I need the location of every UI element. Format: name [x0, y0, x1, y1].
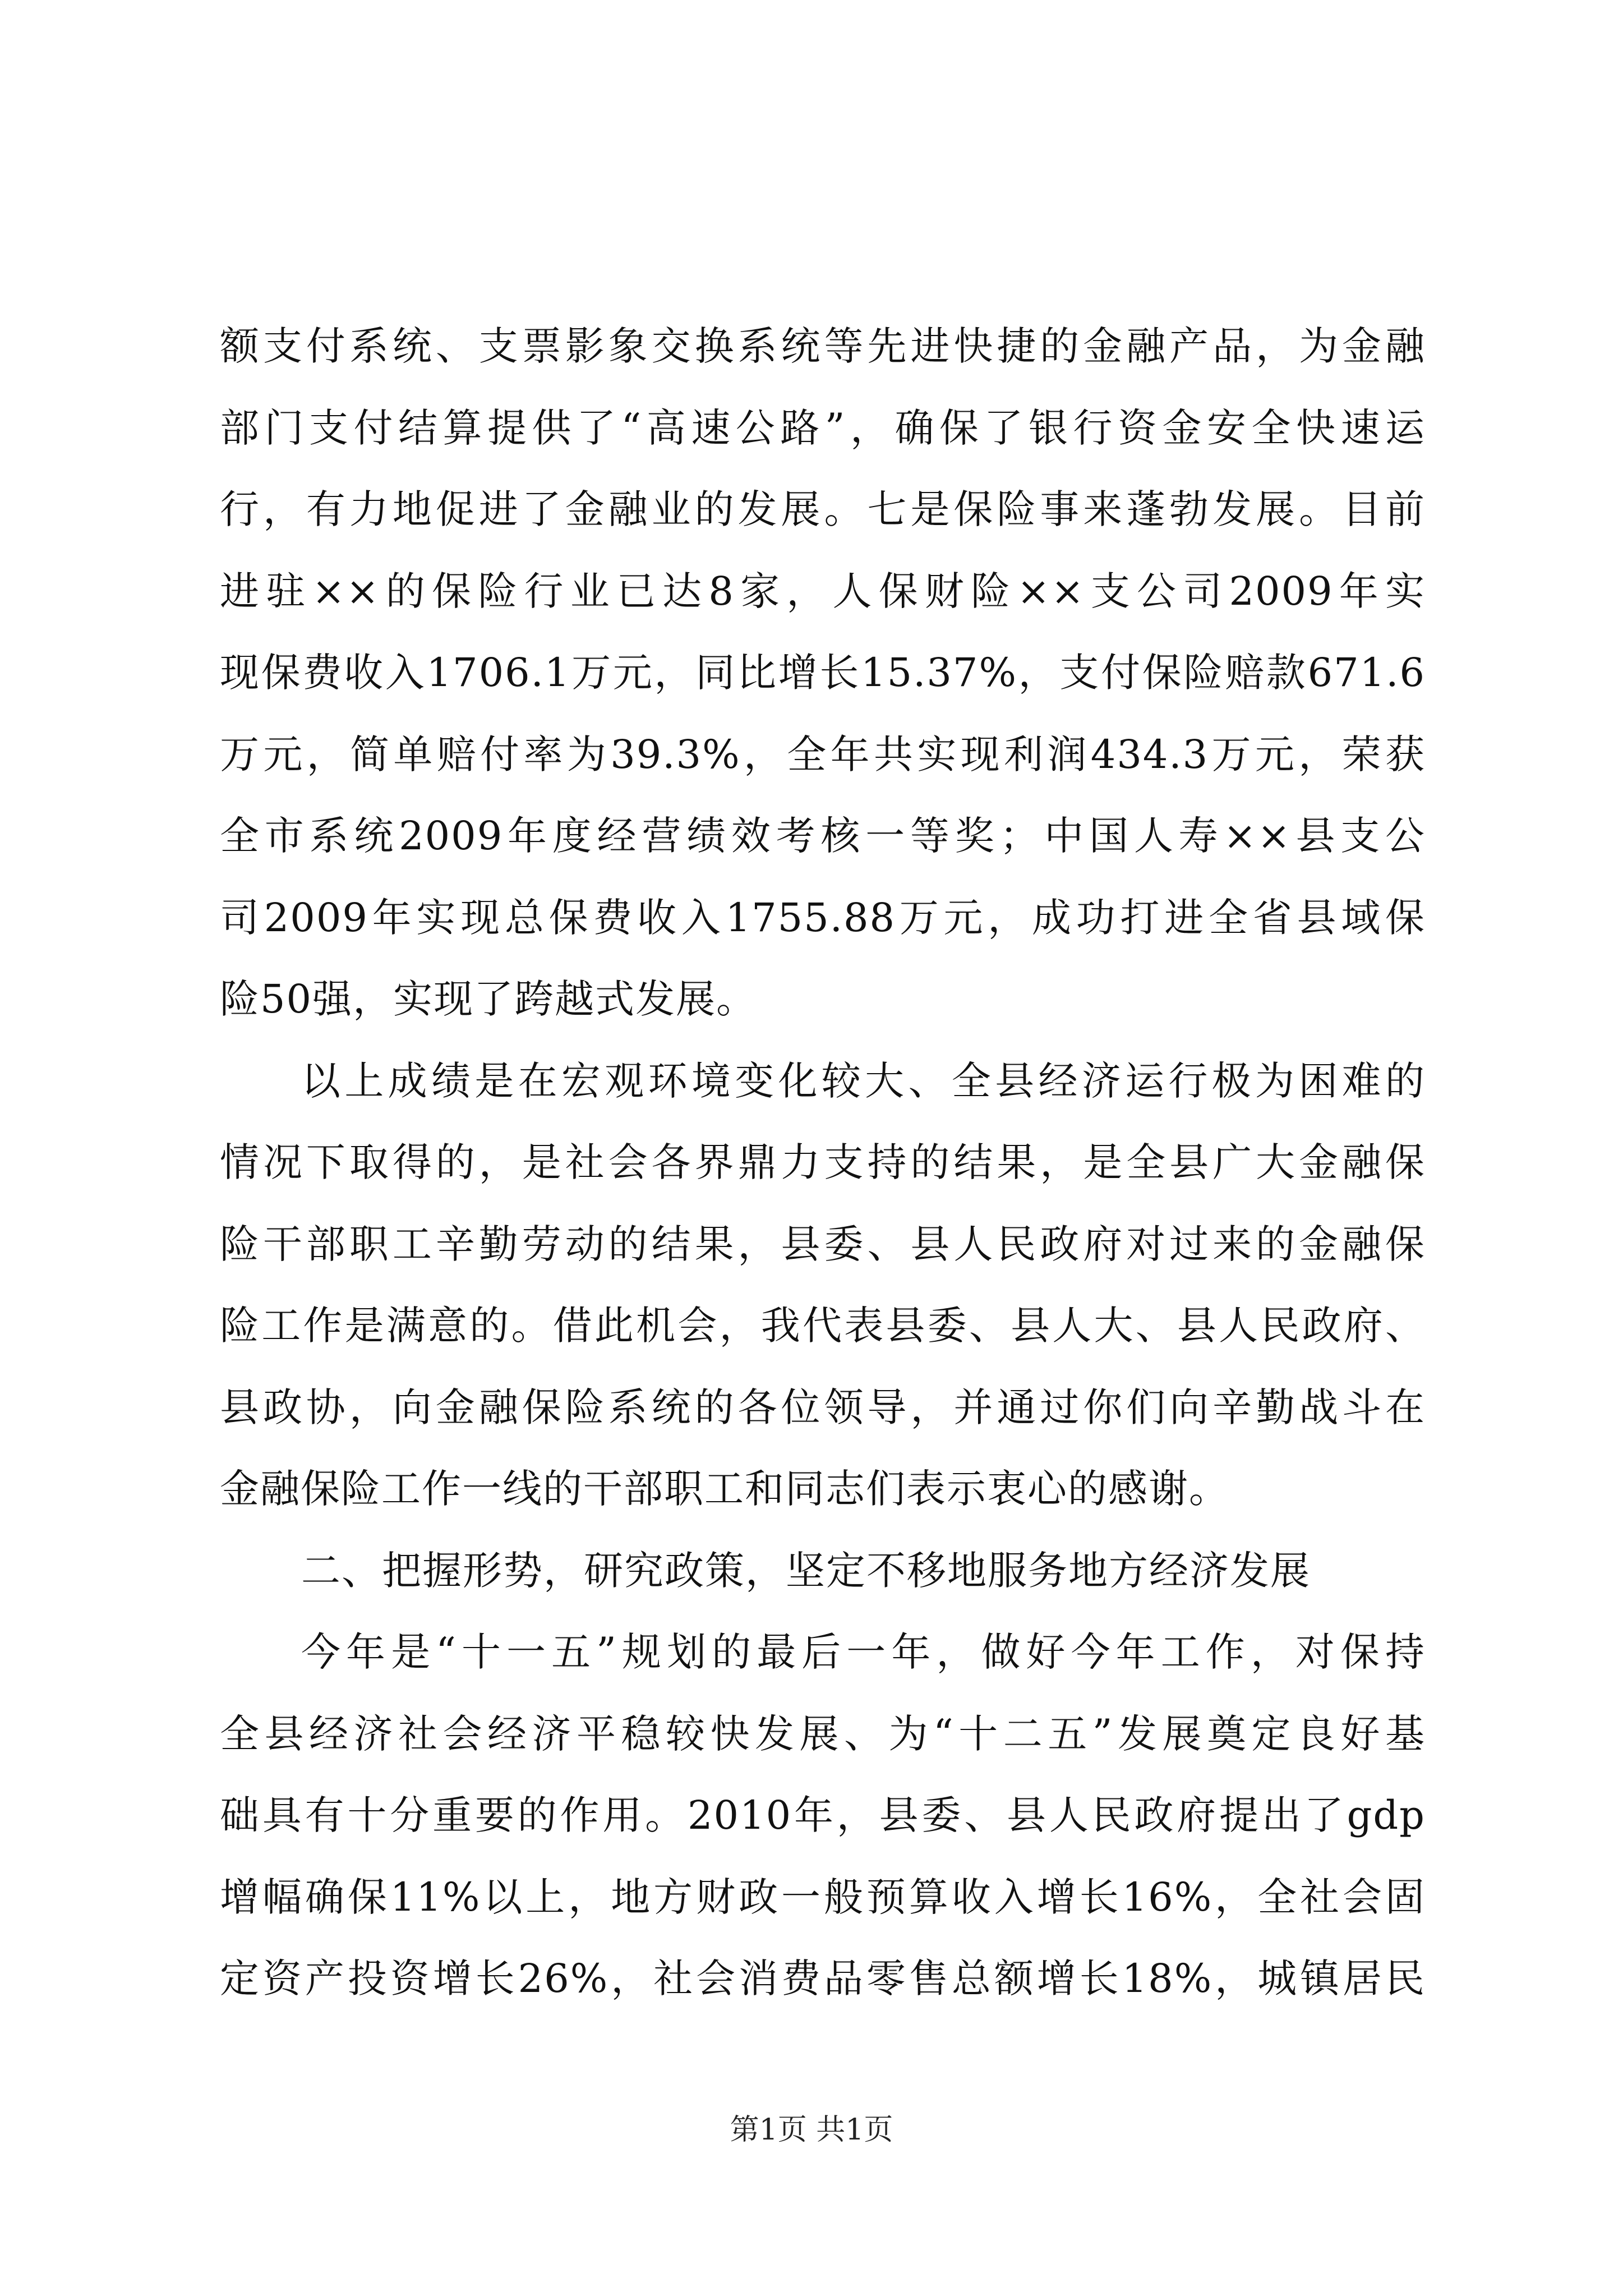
page-footer — [0, 2110, 1623, 2150]
text-line: 额支付系统、支票影象交换系统等先进快捷的金融产品，为金融 — [220, 323, 1426, 369]
paragraph-4 — [220, 1612, 1426, 2020]
document-body — [220, 306, 1426, 2020]
text-line: 险干部职工辛勤劳动的结果，县委、县人民政府对过来的金融保 — [220, 1221, 1426, 1267]
section-heading — [220, 1530, 1426, 1612]
text-line: 增幅确保11%以上，地方财政一般预算收入增长16%，全社会固 — [220, 1874, 1426, 1920]
text-line: 行，有力地促进了金融业的发展。七是保险事来蓬勃发展。目前 — [220, 486, 1426, 532]
paragraph-1 — [220, 306, 1426, 1041]
heading-line: 二、把握形势，研究政策，坚定不移地服务地方经济发展 — [301, 1547, 1311, 1594]
text-line: 险工作是满意的。借此机会，我代表县委、县人大、县人民政府、 — [220, 1303, 1426, 1349]
text-line: 定资产投资增长26%，社会消费品零售总额增长18%，城镇居民 — [220, 1955, 1426, 2001]
text-line: 万元，简单赔付率为39.3%，全年共实现利润434.3万元，荣获 — [220, 731, 1426, 777]
paragraph-2 — [220, 1041, 1426, 1530]
text-line: 县政协，向金融保险系统的各位领导，并通过你们向辛勤战斗在 — [220, 1384, 1426, 1430]
text-line: 情况下取得的，是社会各界鼎力支持的结果，是全县广大金融保 — [220, 1139, 1426, 1185]
text-line: 以上成绩是在宏观环境变化较大、全县经济运行极为困难的 — [301, 1057, 1426, 1104]
text-line: 全县经济社会经济平稳较快发展、为“十二五”发展奠定良好基 — [220, 1710, 1426, 1757]
text-line: 部门支付结算提供了“高速公路”，确保了银行资金安全快速运 — [220, 404, 1426, 451]
text-line: 司2009年实现总保费收入1755.88万元，成功打进全省县域保 — [220, 894, 1426, 941]
page-number-label: 第1页 共1页 — [730, 2113, 893, 2147]
text-line: 进驻××的保险行业已达8家，人保财险××支公司2009年实 — [220, 568, 1426, 614]
text-line: 险50强，实现了跨越式发展。 — [220, 976, 757, 1022]
text-line: 全市系统2009年度经营绩效考核一等奖；中国人寿××县支公 — [220, 813, 1426, 859]
text-line: 现保费收入1706.1万元，同比增长15.37%，支付保险赔款671.6 — [220, 650, 1426, 696]
text-line: 础具有十分重要的作用。2010年，县委、县人民政府提出了gdp — [220, 1792, 1426, 1838]
text-line: 金融保险工作一线的干部职工和同志们表示衷心的感谢。 — [220, 1466, 1229, 1512]
text-line: 今年是“十一五”规划的最后一年，做好今年工作，对保持 — [301, 1629, 1426, 1675]
